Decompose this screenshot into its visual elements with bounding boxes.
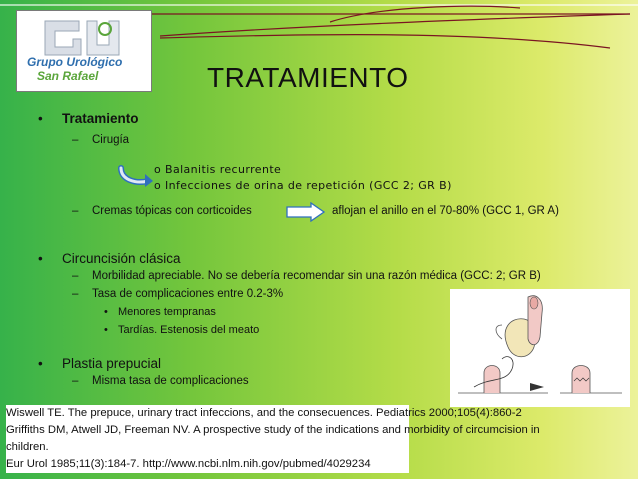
procedure-drawing-icon: [450, 289, 630, 407]
bullet-marker: •: [104, 324, 108, 336]
dash-marker: –: [72, 270, 79, 282]
page-title: TRATAMIENTO: [207, 62, 409, 93]
reference-2: Griffiths DM, Atwell JD, Freeman NV. A prospective study of the indications and morbidity of circumcision in: [6, 424, 540, 436]
item-cremas: Cremas tópicas con corticoides: [92, 205, 252, 217]
reference-3: Eur Urol 1985;11(3):184-7. http://www.ncbi.nlm.nih.gov/pubmed/4029234: [6, 458, 371, 470]
item-cremas-resultado: aflojan el anillo en el 70-80% (GCC 1, GR A): [332, 205, 559, 217]
bullet-marker: •: [38, 356, 43, 371]
logo-text-2: San Rafael: [37, 69, 99, 83]
item-menores: Menores tempranas: [118, 306, 216, 318]
item-misma-tasa: Misma tasa de complicaciones: [92, 375, 249, 387]
curved-arrow-icon: [118, 160, 154, 190]
item-balanitis: Balanitis recurrente: [165, 163, 282, 176]
item-infecciones: Infecciones de orina de repetición (GCC 2; GR B): [165, 179, 452, 192]
bullet-marker: •: [38, 111, 43, 126]
right-arrow-icon: [286, 202, 326, 222]
item-tardias: Tardías. Estenosis del meato: [118, 324, 260, 336]
item-tasa: Tasa de complicaciones entre 0.2-3%: [92, 288, 284, 300]
bullet-circuncision: Circuncisión clásica: [62, 251, 181, 266]
logo-text-1: Grupo Urológico: [27, 55, 123, 69]
bullet-plastia: Plastia prepucial: [62, 356, 162, 371]
dash-marker: –: [72, 288, 79, 300]
item-morbilidad: Morbilidad apreciable. No se debería recomendar sin una razón médica (GCC: 2; GR B): [92, 270, 541, 282]
reference-2-cont: children.: [6, 441, 49, 453]
logo: [16, 10, 152, 92]
surgical-illustration: [450, 289, 630, 407]
dash-marker: –: [72, 375, 79, 387]
circle-marker: o: [154, 163, 162, 176]
reference-1: Wiswell TE. The prepuce, urinary tract infeccions, and the consecuences. Pediatrics 2000;105(4):860-2: [6, 407, 522, 419]
bullet-tratamiento: Tratamiento: [62, 111, 139, 126]
bullet-marker: •: [104, 306, 108, 318]
bullet-marker: •: [38, 251, 43, 266]
dash-marker: –: [72, 134, 79, 146]
item-cirugia: Cirugía: [92, 134, 130, 146]
circle-marker: o: [154, 179, 162, 192]
dash-marker: –: [72, 205, 79, 217]
